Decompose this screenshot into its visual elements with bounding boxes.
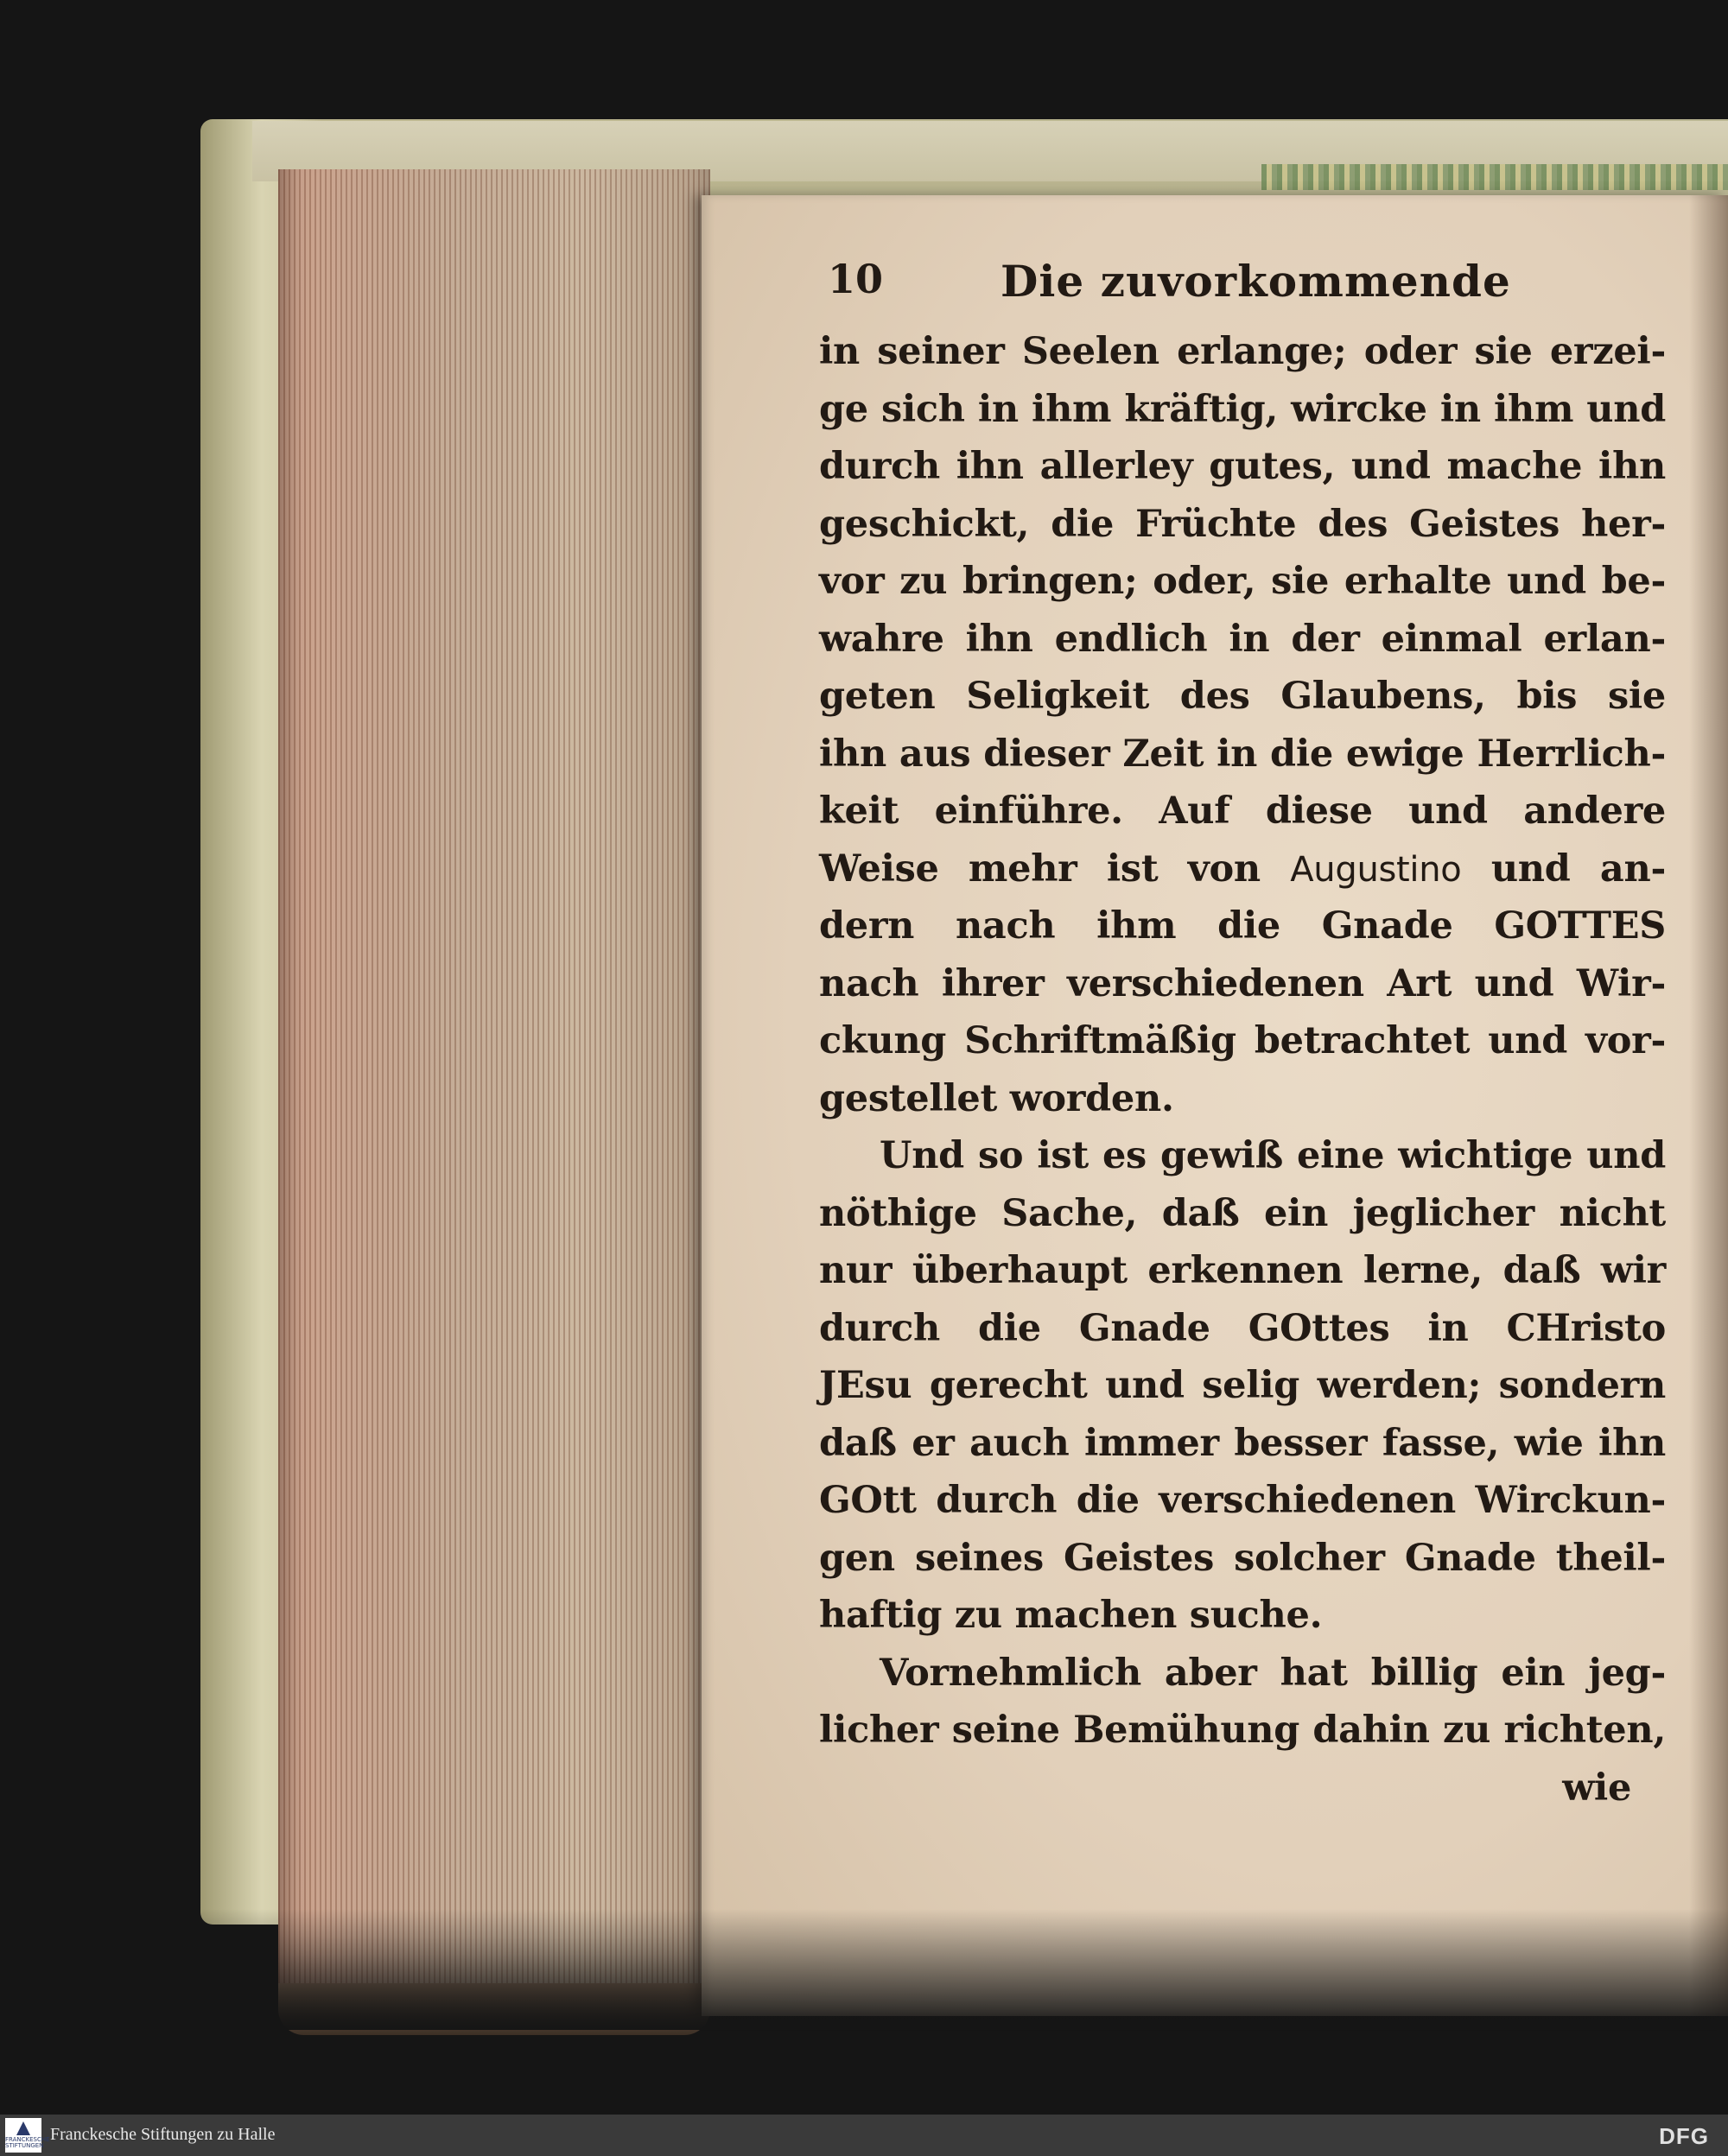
- page-text: [819, 256, 1666, 1817]
- text-segment: und an-: [1461, 847, 1667, 891]
- running-title: Die zuvorkommende: [1001, 256, 1511, 307]
- text-line: [819, 840, 1666, 898]
- page-number: 10: [828, 256, 884, 302]
- text-line: daß er auch immer besser fasse, wie ihn: [819, 1421, 1666, 1465]
- text-line: geschickt, die Früchte des Geistes her-: [819, 502, 1666, 546]
- page-gutter: [1689, 195, 1728, 2016]
- text-segment: Weise mehr ist von: [819, 847, 1291, 891]
- viewer-footer: [0, 2115, 1728, 2156]
- text-line: durch ihn allerley gutes, und mache ihn: [819, 445, 1666, 488]
- text-line: dern nach ihm die Gnade GOTTES: [819, 904, 1666, 948]
- text-line: gestellet worden.: [819, 1076, 1174, 1120]
- text-line: durch die Gnade GOttes in CHristo: [819, 1306, 1666, 1350]
- text-line: nach ihrer verschiedenen Art und Wir-: [819, 961, 1666, 1005]
- text-line: haftig zu machen suche.: [819, 1594, 1323, 1637]
- text-line: gen seines Geistes solcher Gnade theil-: [819, 1536, 1666, 1580]
- page-edges: [278, 169, 710, 2009]
- logo-caption: FRANCKESCHE STIFTUNGEN: [5, 2136, 50, 2149]
- institution-logo: [5, 2118, 50, 2153]
- text-line: vor zu bringen; oder, sie erhalte und be-: [819, 560, 1666, 603]
- headband: [1261, 164, 1728, 190]
- running-head: [819, 256, 1666, 323]
- text-line: ckung Schriftmäßig betrachtet und vor-: [819, 1019, 1666, 1062]
- bottom-shadow: [200, 1909, 1728, 2030]
- text-line: Und so ist es gewiß eine wichtige und: [880, 1134, 1666, 1177]
- roman-name: Augustino: [1290, 849, 1462, 890]
- text-line: JEsu gerecht und selig werden; sondern: [819, 1364, 1666, 1407]
- institution-name: Franckesche Stiftungen zu Halle: [50, 2125, 276, 2144]
- text-line: geten Seligkeit des Glaubens, bis sie: [819, 675, 1666, 718]
- logo-mark-icon: [16, 2121, 30, 2135]
- text-line: wahre ihn endlich in der einmal erlan-: [819, 617, 1666, 661]
- text-line: GOtt durch die verschiedenen Wirckun-: [819, 1479, 1666, 1522]
- text-line: in seiner Seelen erlange; oder sie erzei-: [819, 330, 1666, 373]
- text-line: nöthige Sache, daß ein jeglicher nicht: [819, 1191, 1666, 1235]
- catchword: wie: [1562, 1766, 1631, 1810]
- text-line: nur überhaupt erkennen lerne, daß wir: [819, 1249, 1666, 1292]
- text-line: ge sich in ihm kräftig, wircke in ihm und: [819, 387, 1666, 431]
- text-line: Vornehmlich aber hat billig ein jeg-: [880, 1651, 1666, 1695]
- text-line: keit einführe. Auf diese und andere: [819, 789, 1666, 833]
- dfg-logo: DFG: [1659, 2123, 1709, 2149]
- text-line: licher seine Bemühung dahin zu richten,: [819, 1709, 1666, 1752]
- text-line: ihn aus dieser Zeit in die ewige Herrlich-: [819, 732, 1666, 776]
